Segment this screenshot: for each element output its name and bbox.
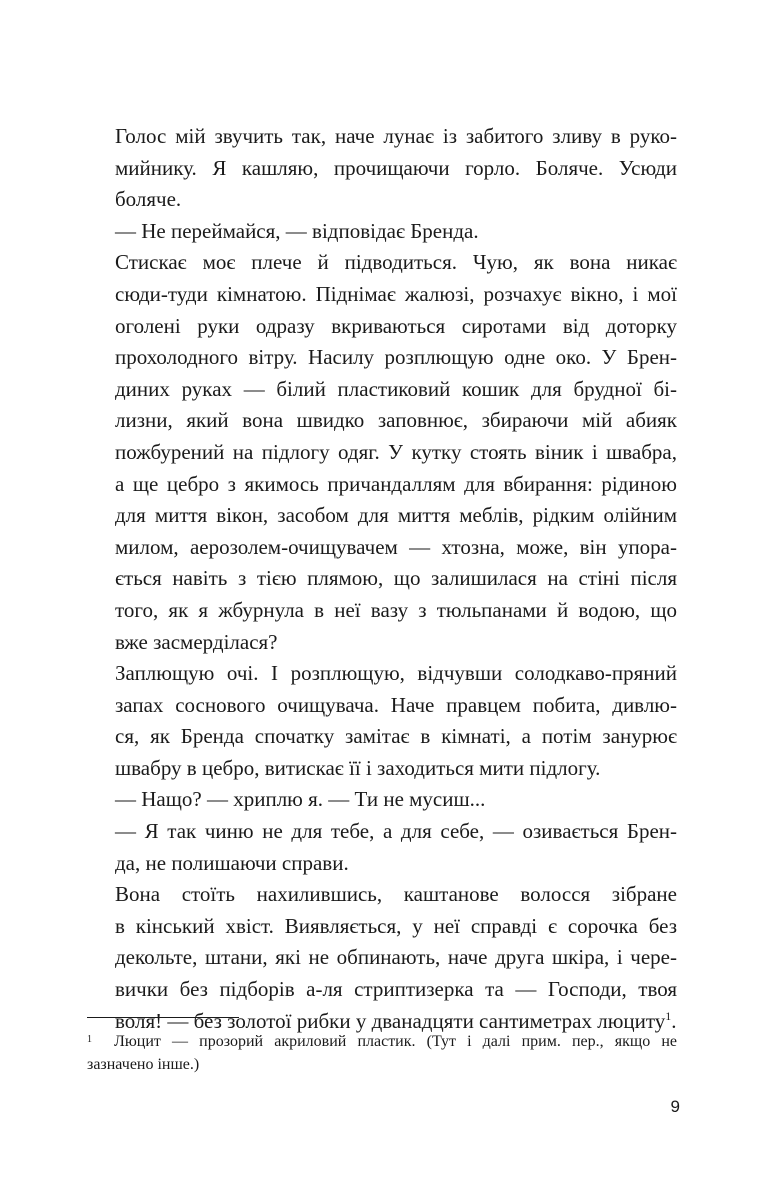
text-line-5: Стискає моє плече й підводиться. Чую, як вона никає (115, 250, 677, 275)
body-text (115, 121, 677, 1037)
text-line-8: прохолодного вітру. Насилу розплющую одне око. У Брен- (115, 345, 677, 370)
text-line-19: запах соснового очищувача. Наче правцем побита, дивлю- (115, 692, 677, 717)
text-line-11: пожбурений на підлогу одяг. У кутку стоять віник і швабра, (115, 439, 677, 464)
footnote-mark: 1 (87, 1034, 92, 1045)
text-line-13: для миття вікон, засобом для миття меблів, рідким олійним (115, 503, 677, 528)
text-line-15: ється навіть з тією плямою, що залишилася на стіні після (115, 566, 677, 591)
text-line-22: — Нащо? — хриплю я. — Ти не мусиш... (115, 787, 486, 812)
text-line-21: швабру в цебро, витискає її і заходиться мити підлогу. (115, 755, 601, 780)
text-line-1: Голос мій звучить так, наче лунає із забитого зливу в руко- (115, 124, 677, 148)
footnote-divider (87, 1017, 239, 1018)
text-line-29: воля! — без золотої рибки у дванадцяти сантиметрах люциту$^1$. (115, 1008, 677, 1033)
text-line-12: а ще цебро з якимось причандаллям для вбирання: рідиною (115, 471, 677, 496)
footnote-reference: 1 (665, 1008, 672, 1023)
text-line-28: вички без підборів а-ля стриптизерка та — Господи, твоя (115, 977, 677, 1002)
footnote-line-2: зазначено інше.) (87, 1056, 200, 1073)
text-line-2: мийнику. Я кашляю, прочищаючи горло. Боляче. Усюди (115, 155, 677, 180)
text-line-9: диних руках — білий пластиковий кошик для брудної бі- (115, 376, 677, 401)
text-line-29-content: воля! — без золотої рибки у дванадцяти сантиметрах люциту (115, 1008, 666, 1033)
text-line-3: боляче. (115, 187, 182, 212)
text-line-24: да, не полишаючи справи. (115, 850, 349, 875)
text-line-26: в кінський хвіст. Виявляється, у неї справді є сорочка без (115, 913, 677, 938)
text-line-4: — Не переймайся, — відповідає Бренда. (115, 218, 479, 243)
text-line-25: Вона стоїть нахилившись, каштанове волосся зібране (115, 882, 677, 907)
text-line-14: милом, аерозолем-очищувачем — хтозна, може, він упора- (115, 534, 677, 559)
text-line-17: вже засмерділася? (115, 629, 278, 654)
text-line-10: лизни, який вона швидко заповнює, збираючи мій абияк (115, 408, 677, 433)
text-line-27: декольте, штани, які не обпинають, наче друга шкіра, і чере- (115, 945, 677, 970)
page-number: 9 (670, 1097, 680, 1116)
footnote (87, 1030, 677, 1076)
text-line-20: ся, як Бренда спочатку замітає в кімнаті, а потім занурює (115, 724, 677, 749)
text-line-6: сюди-туди кімнатою. Піднімає жалюзі, розчахує вікно, і мої (115, 281, 677, 306)
text-line-18: Заплющую очі. І розплющую, відчувши солодкаво-пряний (115, 661, 677, 686)
text-line-23: — Я так чиню не для тебе, а для себе, — озивається Брен- (115, 819, 677, 844)
text-line-7: оголені руки одразу вкриваються сиротами від доторку (115, 313, 677, 338)
footnote-line-1: Люцит — прозорий акриловий пластик. (Тут і далі прим. пер., якщо не (114, 1033, 677, 1050)
text-line-16: того, як я жбурнула в неї вазу з тюльпанами й водою, що (115, 597, 677, 622)
